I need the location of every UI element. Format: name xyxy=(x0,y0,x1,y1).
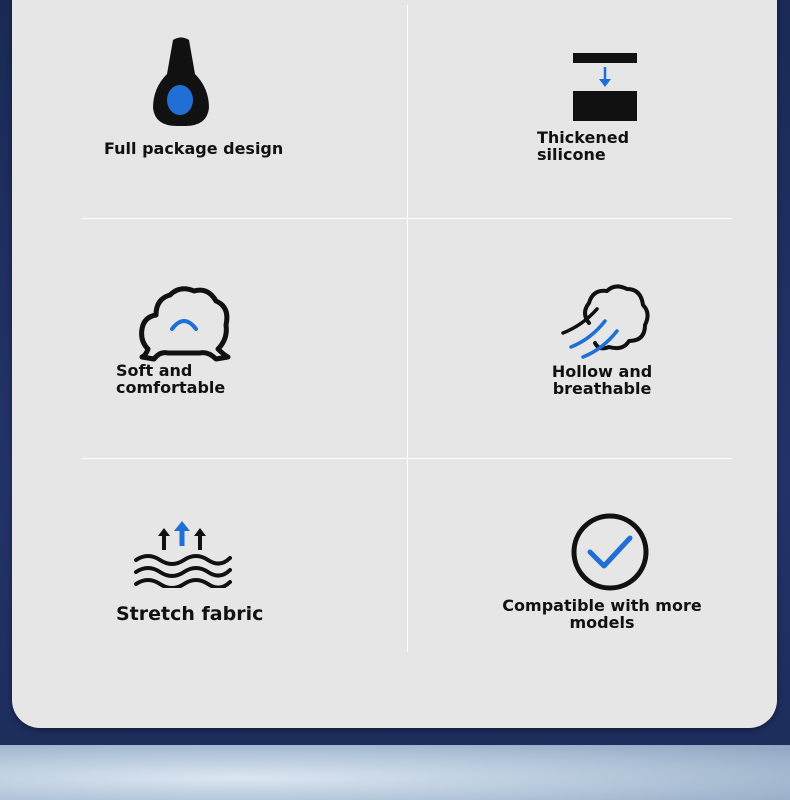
feature-label: Soft and comfortable xyxy=(116,361,226,397)
soft-cloud-icon xyxy=(138,283,232,363)
feature-label: Compatible with more models xyxy=(502,596,702,632)
stretch-wave-icon xyxy=(132,520,232,588)
feature-label: Thickened silicone xyxy=(537,128,630,164)
background-bottom-band xyxy=(0,745,790,800)
thickness-compress-icon xyxy=(572,52,638,122)
features-card xyxy=(12,0,777,728)
grid-divider-horizontal xyxy=(82,218,732,219)
saddle-icon xyxy=(147,36,217,128)
grid-divider-vertical xyxy=(407,5,408,652)
feature-label: Full package design xyxy=(104,139,284,158)
airflow-cloud-icon xyxy=(561,283,651,359)
feature-label: Hollow and breathable xyxy=(551,362,653,398)
grid-divider-horizontal xyxy=(82,458,732,459)
check-circle-icon xyxy=(570,512,650,592)
feature-label: Stretch fabric xyxy=(116,603,264,625)
